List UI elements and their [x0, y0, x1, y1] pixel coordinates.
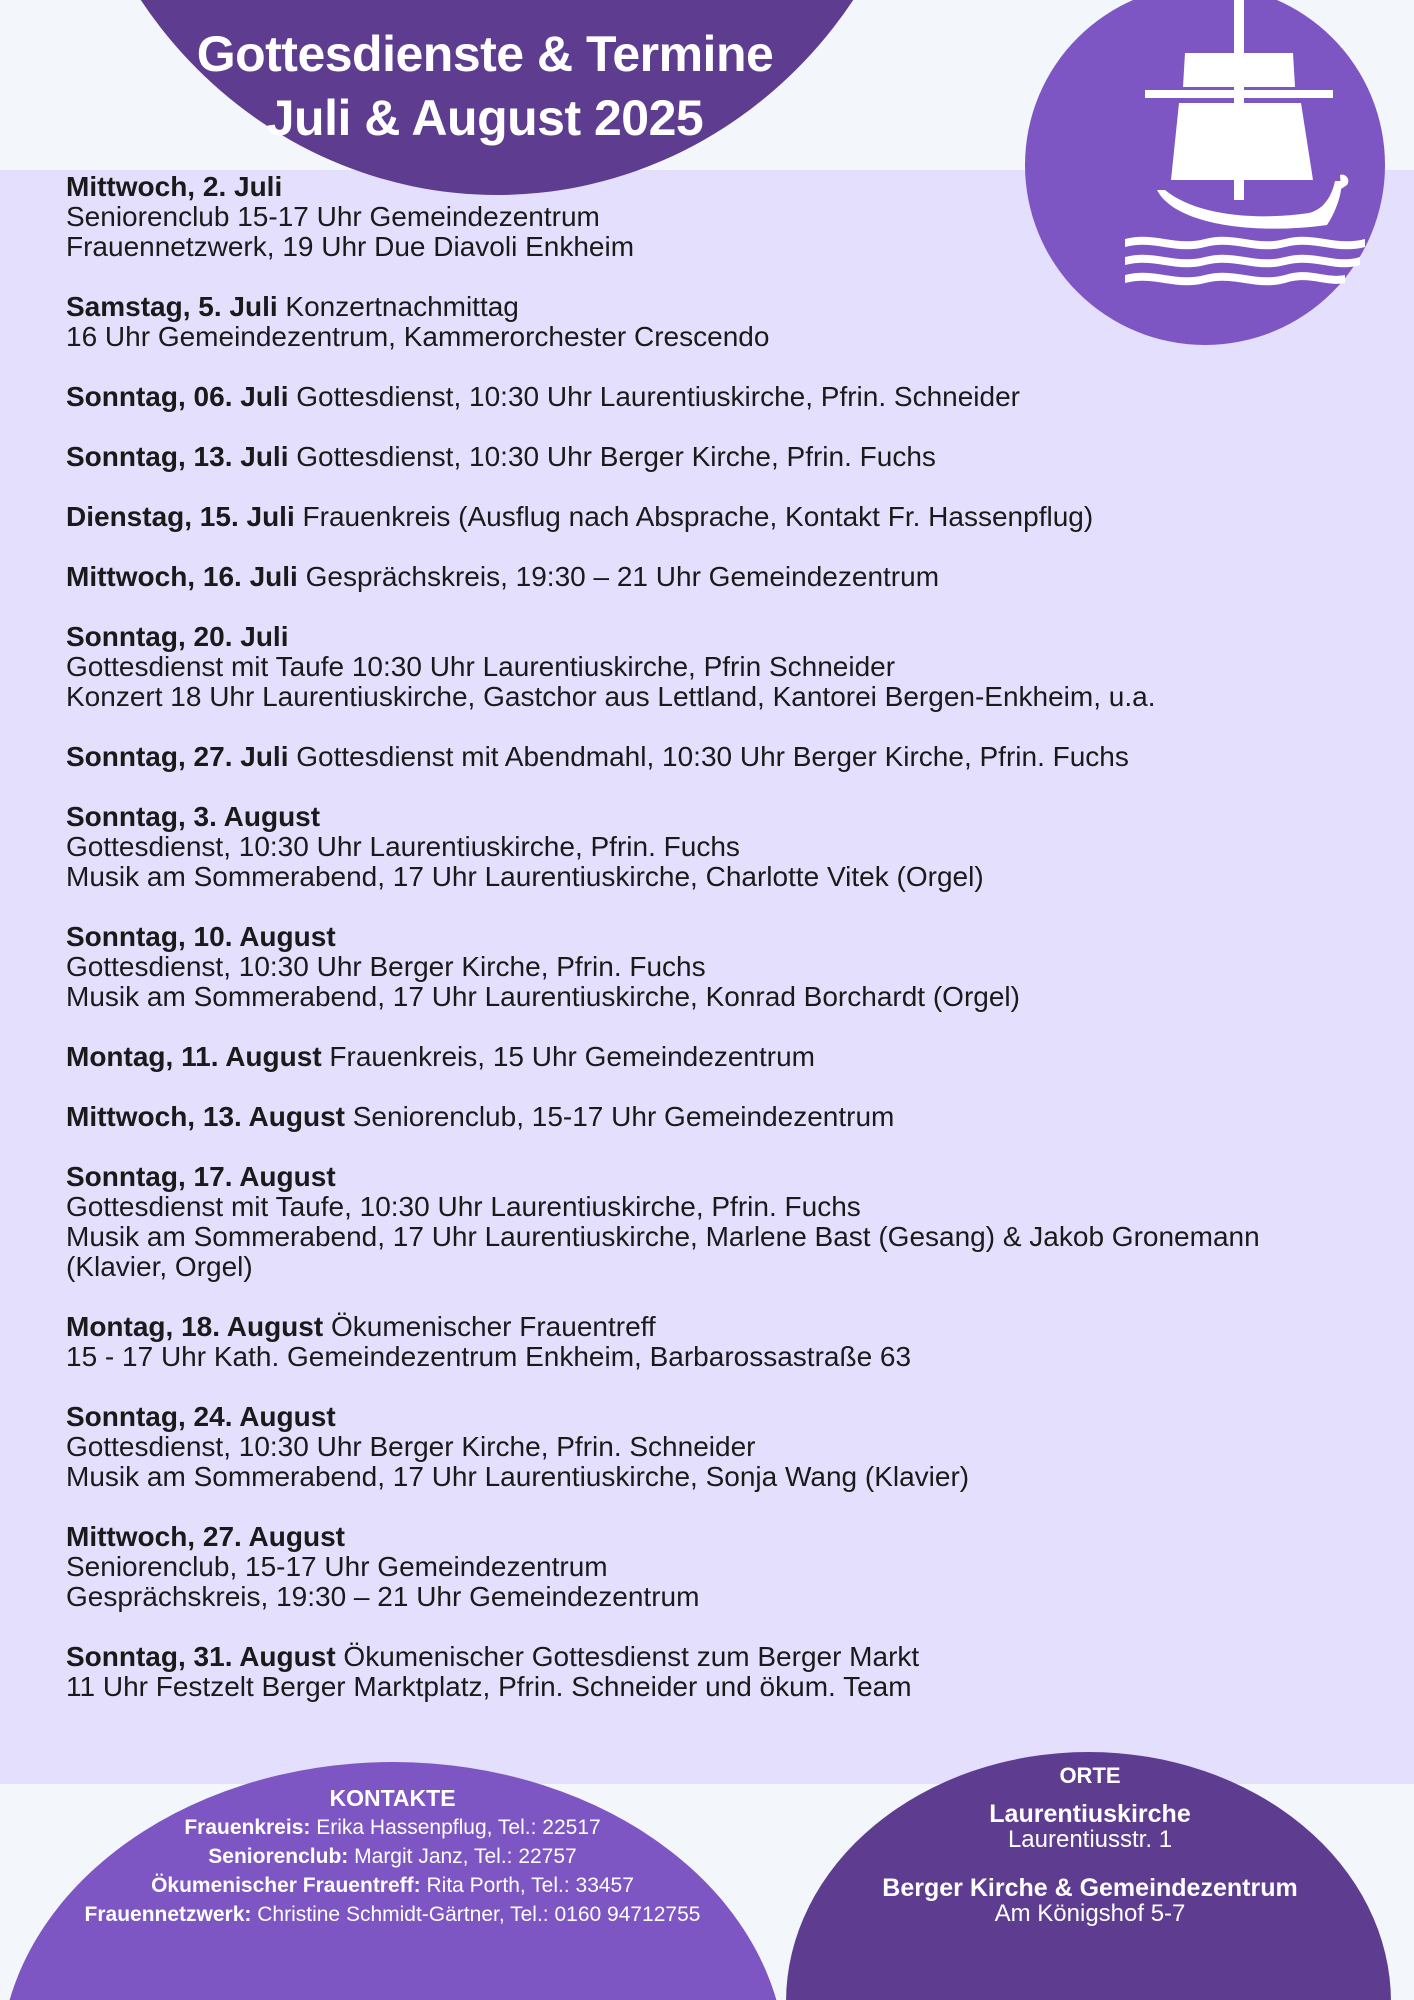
event-list — [66, 172, 1396, 1732]
place-name: Laurentiuskirche — [989, 1800, 1191, 1828]
event-item — [66, 1642, 1396, 1702]
event-header — [66, 742, 1396, 772]
event-item — [66, 1162, 1396, 1282]
event-item — [66, 742, 1396, 772]
event-header — [66, 622, 1396, 652]
event-detail: Gottesdienst, 10:30 Uhr Laurentiuskirche, Pfrin. Fuchs — [66, 831, 740, 862]
contact-row — [20, 1813, 765, 1842]
event-detail: Gottesdienst, 10:30 Uhr Berger Kirche, Pfrin. Fuchs — [66, 951, 706, 982]
event-title: Ökumenischer Frauentreff — [330, 1311, 656, 1342]
event-detail: Gottesdienst mit Taufe 10:30 Uhr Laurentiuskirche, Pfrin Schneider — [66, 651, 896, 682]
event-title: Gesprächskreis, 19:30 – 21 Uhr Gemeindezentrum — [305, 561, 940, 592]
event-detail: 16 Uhr Gemeindezentrum, Kammerorchester Crescendo — [66, 321, 770, 352]
event-title: Gottesdienst mit Abendmahl, 10:30 Uhr Berger Kirche, Pfrin. Fuchs — [296, 741, 1129, 772]
event-detail: Musik am Sommerabend, 17 Uhr Laurentiuskirche, Sonja Wang (Klavier) — [66, 1461, 970, 1492]
page-title — [90, 22, 880, 150]
contacts-heading: KONTAKTE — [329, 1785, 456, 1811]
event-date: Sonntag, 06. Juli — [66, 381, 289, 412]
event-item — [66, 562, 1396, 592]
event-header — [66, 922, 1396, 952]
contact-row — [20, 1842, 765, 1871]
event-item — [66, 1522, 1396, 1612]
event-date: Mittwoch, 13. August — [66, 1101, 345, 1132]
event-title: Seniorenclub, 15-17 Uhr Gemeindezentrum — [352, 1101, 895, 1132]
contact-label: Seniorenclub: — [208, 1845, 349, 1868]
event-date: Sonntag, 24. August — [66, 1401, 336, 1432]
event-detail: Gottesdienst mit Taufe, 10:30 Uhr Laurentiuskirche, Pfrin. Fuchs — [66, 1191, 861, 1222]
event-detail: Gesprächskreis, 19:30 – 21 Uhr Gemeindezentrum — [66, 1581, 700, 1612]
contact-label: Frauenkreis: — [184, 1816, 311, 1839]
event-header — [66, 382, 1396, 412]
event-date: Sonntag, 17. August — [66, 1161, 336, 1192]
event-date: Montag, 18. August — [66, 1311, 324, 1342]
event-header — [66, 502, 1396, 532]
place-address: Am Königshof 5-7 — [994, 1900, 1186, 1927]
event-date: Sonntag, 10. August — [66, 921, 336, 952]
event-header — [66, 172, 1396, 202]
event-date: Mittwoch, 2. Juli — [66, 171, 283, 202]
event-header — [66, 1522, 1396, 1552]
event-header — [66, 1402, 1396, 1432]
event-item — [66, 802, 1396, 892]
event-date: Sonntag, 31. August — [66, 1641, 336, 1672]
event-detail: Musik am Sommerabend, 17 Uhr Laurentiuskirche, Charlotte Vitek (Orgel) — [66, 861, 984, 892]
event-date: Sonntag, 20. Juli — [66, 621, 289, 652]
event-detail: 15 - 17 Uhr Kath. Gemeindezentrum Enkheim, Barbarossastraße 63 — [66, 1341, 912, 1372]
event-header — [66, 1102, 1396, 1132]
event-detail: (Klavier, Orgel) — [66, 1251, 253, 1282]
event-detail: Musik am Sommerabend, 17 Uhr Laurentiuskirche, Marlene Bast (Gesang) & Jakob Gronemann — [66, 1221, 1260, 1252]
event-date: Sonntag, 13. Juli — [66, 441, 289, 472]
event-item — [66, 1312, 1396, 1372]
event-item — [66, 1402, 1396, 1492]
event-header — [66, 1042, 1396, 1072]
contact-value: Christine Schmidt-Gärtner, Tel.: 0160 94712755 — [257, 1903, 701, 1926]
event-header — [66, 802, 1396, 832]
event-item — [66, 622, 1396, 712]
event-detail: Gottesdienst, 10:30 Uhr Berger Kirche, Pfrin. Schneider — [66, 1431, 756, 1462]
event-item — [66, 292, 1396, 352]
event-item — [66, 1042, 1396, 1072]
event-date: Sonntag, 27. Juli — [66, 741, 289, 772]
event-header — [66, 1642, 1396, 1672]
event-date: Mittwoch, 16. Juli — [66, 561, 298, 592]
event-detail: Seniorenclub 15-17 Uhr Gemeindezentrum — [66, 201, 600, 232]
event-detail: Seniorenclub, 15-17 Uhr Gemeindezentrum — [66, 1551, 608, 1582]
event-date: Montag, 11. August — [66, 1041, 322, 1072]
event-date: Dienstag, 15. Juli — [66, 501, 295, 532]
contact-value: Erika Hassenpflug, Tel.: 22517 — [316, 1816, 601, 1839]
event-date: Mittwoch, 27. August — [66, 1521, 345, 1552]
event-header — [66, 442, 1396, 472]
event-date: Samstag, 5. Juli — [66, 291, 278, 322]
event-title: Frauenkreis (Ausflug nach Absprache, Kontakt Fr. Hassenpflug) — [302, 501, 1094, 532]
event-title: Konzertnachmittag — [285, 291, 519, 322]
event-title: Gottesdienst, 10:30 Uhr Laurentiuskirche, Pfrin. Schneider — [296, 381, 1020, 412]
event-item — [66, 172, 1396, 262]
contact-value: Margit Janz, Tel.: 22757 — [354, 1845, 577, 1868]
contact-label: Frauennetzwerk: — [84, 1903, 252, 1926]
event-header — [66, 1162, 1396, 1192]
places-heading: ORTE — [1059, 1763, 1121, 1788]
event-item — [66, 502, 1396, 532]
place-name: Berger Kirche & Gemeindezentrum — [882, 1874, 1298, 1902]
contacts-section — [20, 1783, 765, 1929]
event-date: Sonntag, 3. August — [66, 801, 321, 832]
event-detail: Konzert 18 Uhr Laurentiuskirche, Gastchor aus Lettland, Kantorei Bergen-Enkheim, u.a. — [66, 681, 1156, 712]
event-header — [66, 292, 1396, 322]
contact-value: Rita Porth, Tel.: 33457 — [426, 1874, 634, 1897]
event-title: Gottesdienst, 10:30 Uhr Berger Kirche, Pfrin. Fuchs — [296, 441, 936, 472]
contact-label: Ökumenischer Frauentreff: — [151, 1874, 421, 1897]
event-title: Ökumenischer Gottesdienst zum Berger Markt — [343, 1641, 920, 1672]
event-item — [66, 1102, 1396, 1132]
event-header — [66, 1312, 1396, 1342]
event-detail: Frauennetzwerk, 19 Uhr Due Diavoli Enkheim — [66, 231, 635, 262]
places-section — [830, 1761, 1350, 1927]
event-detail: Musik am Sommerabend, 17 Uhr Laurentiuskirche, Konrad Borchardt (Orgel) — [66, 981, 1020, 1012]
event-detail: 11 Uhr Festzelt Berger Marktplatz, Pfrin. Schneider und ökum. Team — [66, 1671, 912, 1702]
title-line-2: Juli & August 2025 — [266, 90, 704, 146]
title-line-1: Gottesdienste & Termine — [196, 26, 774, 82]
event-item — [66, 922, 1396, 1012]
event-item — [66, 442, 1396, 472]
spacer — [830, 1853, 1350, 1875]
place-address: Laurentiusstr. 1 — [1007, 1826, 1173, 1853]
contact-row — [20, 1871, 765, 1900]
event-header — [66, 562, 1396, 592]
event-title: Frauenkreis, 15 Uhr Gemeindezentrum — [329, 1041, 815, 1072]
contact-row — [20, 1900, 765, 1929]
event-item — [66, 382, 1396, 412]
